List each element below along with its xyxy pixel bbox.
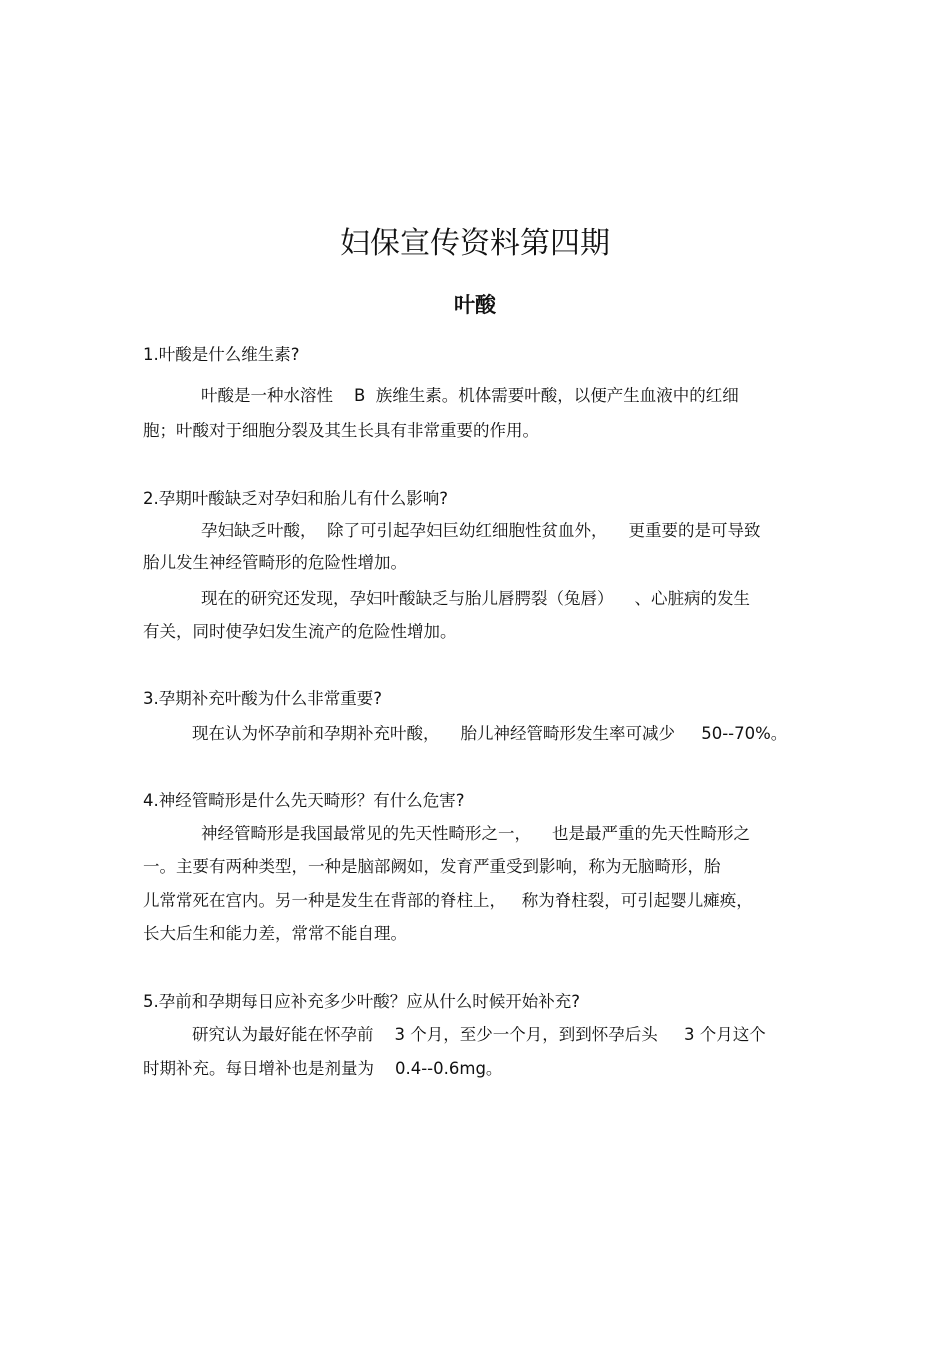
section-2-line-3: 现在的研究还发现，孕妇叶酸缺乏与胎儿唇腭裂（兔唇） 、心脏病的发生 xyxy=(201,589,750,608)
page-title: 妇保宣传资料第四期 xyxy=(340,226,610,261)
section-3-question: 3.孕期补充叶酸为什么非常重要? xyxy=(143,689,383,708)
section-5-line-1: 研究认为最好能在怀孕前 3 个月，至少一个月，到到怀孕后头 3 个月这个 xyxy=(192,1025,766,1044)
section-1-question: 1.叶酸是什么维生素? xyxy=(143,345,300,364)
section-4-line-4: 长大后生和能力差，常常不能自理。 xyxy=(143,924,407,943)
section-1-line-1: 叶酸是一种水溶性 B 族维生素。机体需要叶酸，以便产生血液中的红细 xyxy=(201,386,739,405)
section-2-line-4: 有关，同时使孕妇发生流产的危险性增加。 xyxy=(143,622,457,641)
section-2-line-1: 孕妇缺乏叶酸， 除了可引起孕妇巨幼红细胞性贫血外， 更重要的是可导致 xyxy=(201,521,761,540)
section-3-line-1: 现在认为怀孕前和孕期补充叶酸， 胎儿神经管畸形发生率可减少 50--70%。 xyxy=(192,724,788,743)
section-4-line-1: 神经管畸形是我国最常见的先天性畸形之一， 也是最严重的先天性畸形之 xyxy=(201,824,750,843)
section-4-line-2: 一。主要有两种类型，一种是脑部阙如，发育严重受到影响，称为无脑畸形，胎 xyxy=(143,857,721,876)
section-1-line-2: 胞；叶酸对于细胞分裂及其生长具有非常重要的作用。 xyxy=(143,421,539,440)
section-4-question: 4.神经管畸形是什么先天畸形？有什么危害? xyxy=(143,791,465,810)
section-5-question: 5.孕前和孕期每日应补充多少叶酸？应从什么时候开始补充? xyxy=(143,992,581,1011)
section-2-question: 2.孕期叶酸缺乏对孕妇和胎儿有什么影响? xyxy=(143,489,449,508)
section-4-line-3: 儿常常死在宫内。另一种是发生在背部的脊柱上， 称为脊柱裂，可引起婴儿瘫痪， xyxy=(143,891,753,910)
section-5-line-2: 时期补充。每日增补也是剂量为 0.4--0.6mg。 xyxy=(143,1059,503,1078)
page-subtitle: 叶酸 xyxy=(454,293,496,317)
section-2-line-2: 胎儿发生神经管畸形的危险性增加。 xyxy=(143,553,407,572)
